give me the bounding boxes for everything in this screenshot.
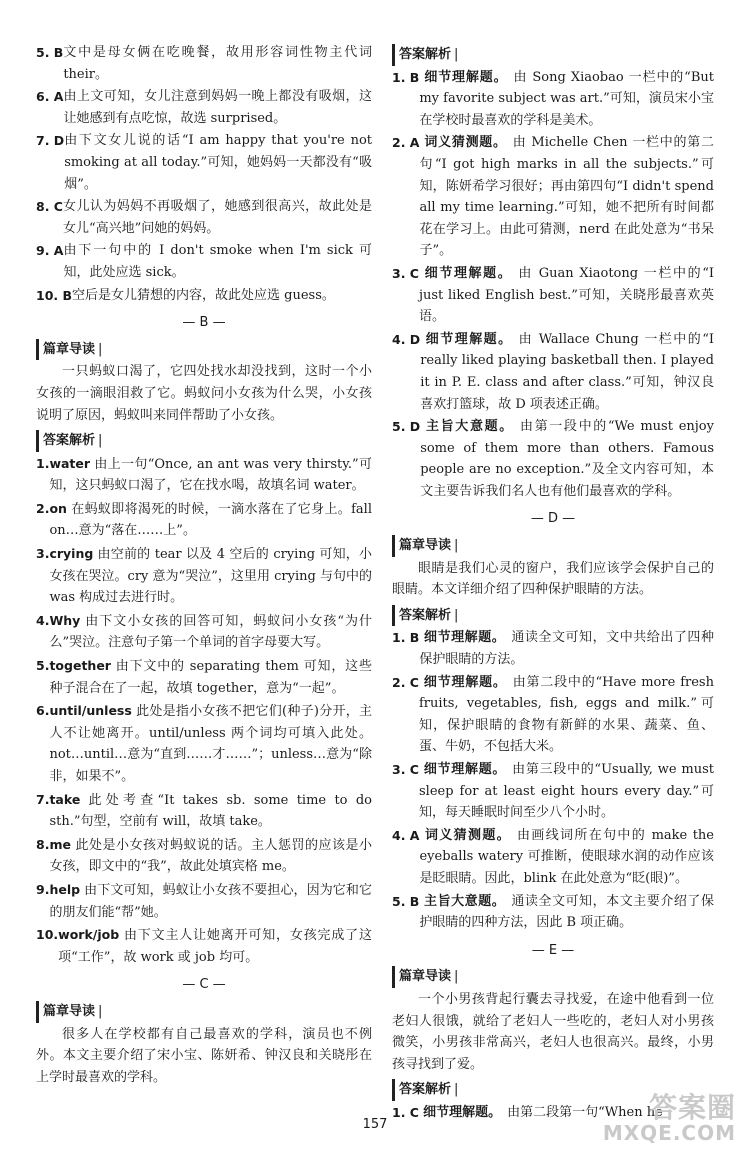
answer-item: 5. together 由下文中的 separating them 可知，这些种子混合在了一起，故填 together，意为“一起”。 [36,658,372,696]
left-column [36,42,372,1090]
answer-heading: 答案解析 | [392,605,458,627]
watermark-text: 答案圈 [648,1091,736,1124]
guide-heading: 篇章导读 | [36,1001,102,1023]
answer-item: 3. crying 由空前的 tear 以及 4 空后的 crying 可知，小女孩在哭泣。cry 意为“哭泣”，这里用 crying 与句中的 was 构成过去进行时。 [36,546,372,606]
answer-item: 5. B 文中是母女俩在吃晚餐，故用形容词性物主代词 their。 [36,45,372,82]
answer-item: 4. Why 由下文小女孩的回答可知，蚂蚁问小女孩“为什么”哭泣。注意句子第一个单词的首字母要大写。 [36,612,372,651]
answer-item: 9. help 由下文可知，蚂蚁让小女孩不要担心，因为它和它的朋友们能“帮”她。 [36,881,372,920]
answer-list-a [36,42,372,306]
answer-item: 1. B 细节理解题。 通读全文可知，文中共给出了四种保护眼睛的方法。 [392,630,714,668]
answer-item: 5. D 主旨大意题。 由第一段中的“We must enjoy some of them more than others. Famous people are no exception.”及全文内容可知，本文主要告诉我们名人也有他们最喜欢的学科。 [392,419,714,499]
answer-heading: 答案解析 | [36,430,102,452]
guide-heading: 篇章导读 | [392,535,458,557]
answer-list-c [392,67,714,503]
answer-item: 5. B 主旨大意题。 通读全文可知，本文主要介绍了保护眼睛的四种方法，因此 B 项正确。 [392,893,714,931]
answer-item: 9. A 由下一句中的 I don't smoke when I'm sick 可知，此处应选 sick。 [36,243,372,280]
answer-item: 7. D 由下文女儿说的话“I am happy that you're not smoking at all today.”可知，她妈妈一天都没有“吸烟”。 [36,133,372,192]
guide-text-c: 很多人在学校都有自己最喜欢的学科，演员也不例外。本文主要介绍了宋小宝、陈妍希、钟汉良和关晓彤在上学时最喜欢的学科。 [36,1026,372,1085]
answer-item: 1. C 细节理解题。 由第二段第一句“When he [392,1104,663,1120]
answer-heading: 答案解析 | [392,44,458,66]
answer-item: 8. me 此处是小女孩对蚂蚁说的话。主人惩罚的应该是小女孩，即文中的“我”，故此处填宾格 me。 [36,836,372,875]
answer-item: 1. water 由上一句“Once, an ant was very thirsty.”可知，这只蚂蚁口渴了，它在找水喝，故填名词 water。 [36,455,372,494]
guide-text-d: 眼睛是我们心灵的窗户，我们应该学会保护自己的眼睛。本文详细介绍了四种保护眼睛的方法。 [392,560,714,598]
answer-item: 4. A 词义猜测题。 由画线词所在句中的 make the eyeballs watery 可推断，使眼球水润的动作应该是眨眼睛。因此，blink 在此处意为“眨(眼)”。 [392,827,714,886]
guide-heading: 篇章导读 | [392,966,458,988]
answer-item: 6. until/unless 此处是指小女孩不把它们(种子)分开，主人不让她离开。until/unless 两个词均可填入此处。not…until…意为“直到……才……”；unless…意为“除非，如果不”。 [36,703,372,784]
answer-item: 2. C 细节理解题。 由第二段中的“Have more fresh fruits, vegetables, fish, eggs and milk.”可知，保护眼睛的食物有新鲜的水果、蔬菜、鱼、蛋、牛奶，不包括大米。 [392,674,714,755]
watermark-url: MXQE.COM [602,1121,736,1145]
guide-text-b: 一只蚂蚁口渴了，它四处找水却没找到，这时一个小女孩的一滴眼泪救了它。蚂蚁问小女孩为什么哭，小女孩说明了原因，蚂蚁叫来同伴帮助了小女孩。 [36,364,372,423]
answer-item: 6. A 由上文可知，女儿注意到妈妈一晚上都没有吸烟，这让她感到有点吃惊，故选 surprised。 [36,89,372,126]
answer-list-b [36,453,372,969]
answer-heading: 答案解析 | [392,1079,458,1101]
section-title-e: — E — [531,942,575,958]
answer-item: 3. C 细节理解题。 由 Guan Xiaotong 一栏中的“I just liked English best.”可知，关晓彤最喜欢英语。 [392,265,715,325]
answer-item: 7. take 此处考查“It takes sb. some time to do sth.”句型，空前有 will，故填 take。 [36,791,372,830]
guide-heading: 篇章导读 | [36,339,102,361]
section-title-b: — B — [182,315,226,331]
answer-item: 8. C 女儿认为妈妈不再吸烟了，她感到很高兴，故此处是女儿“高兴地”问她的妈妈。 [36,199,372,236]
answer-item: 3. C 细节理解题。 由第三段中的“Usually, we must sleep for at least eight hours every day.”可知，每天睡眠时间至少八个小时。 [392,762,714,821]
answer-list-d [392,627,714,933]
answer-item: 10. work/job 由下文主人让她离开可知，女孩完成了这项“工作”，故 work 或 job 均可。 [36,927,372,965]
answer-item: 10. B 空后是女儿猜想的内容，故此处应选 guess。 [36,287,335,303]
section-title-d: — D — [530,511,576,527]
watermark-logo [566,1091,736,1145]
guide-text-e: 一个小男孩背起行囊去寻找爱，在途中他看到一位老妇人很饿，就给了老妇人一些吃的，老妇人对小男孩微笑，小男孩非常高兴，老妇人也很高兴。最终，小男孩寻找到了爱。 [392,991,714,1072]
right-column [392,42,714,1125]
answer-item: 4. D 细节理解题。 由 Wallace Chung 一栏中的“I really liked playing basketball then. I played it in P. E. class and after class.”可知，钟汉良喜欢打篮球，故 D 项表述正确。 [392,331,714,412]
page-number: 157 [362,1117,388,1132]
answer-item: 1. B 细节理解题。 由 Song Xiaobao 一栏中的“But my favorite subject was art.”可知，演员宋小宝在学校时最喜欢的学科是美术。 [392,69,714,128]
section-title-c: — C — [182,977,226,993]
answer-item: 2. A 词义猜测题。 由 Michelle Chen 一栏中的第二句“I got high marks in all the subjects.”可知，陈妍希学习很好；再由第四句“I didn't spend all my time learning.”可知，她不把所有时间都花在学习上。由此可猜测，nerd 在此处意为“书呆子”。 [392,135,714,259]
answer-item: 2. on 在蚂蚁即将渴死的时候，一滴水落在了它身上。fall on…意为“落在……上”。 [36,500,372,539]
